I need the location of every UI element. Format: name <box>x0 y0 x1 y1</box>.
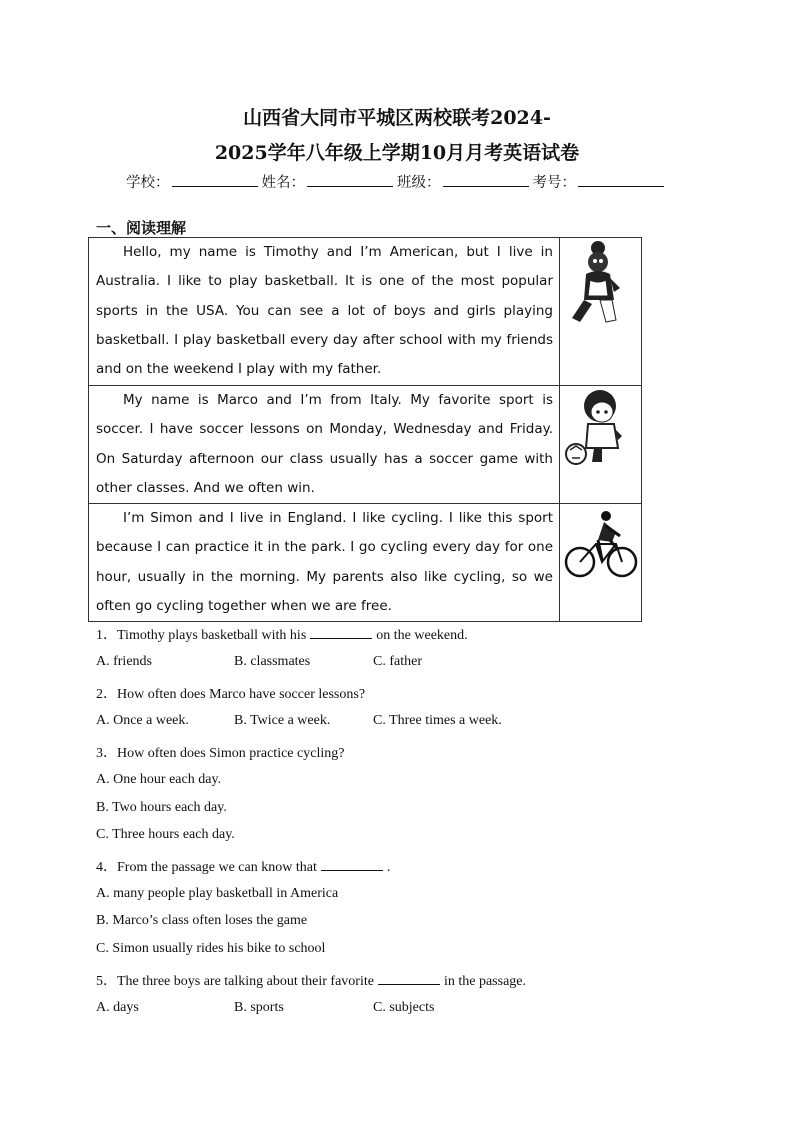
question-stem: 3．How often does Simon practice cycling? <box>96 746 345 761</box>
option-a[interactable]: A. One hour each day. <box>96 772 222 787</box>
school-blank[interactable] <box>172 173 258 187</box>
title-line-2: 2025学年八年级上学期10月月考英语试卷 <box>214 142 580 164</box>
passage-row <box>89 386 642 504</box>
option-a[interactable]: A. days <box>96 1000 139 1015</box>
question-stem <box>96 624 468 644</box>
passage-cell <box>89 504 560 622</box>
option-c[interactable]: C. Simon usually rides his bike to school <box>96 941 326 956</box>
passage-text: Hello, my name is Timothy and I’m American, but I live in Australia. I like to play basketball. It is one of the most popular sports in the USA. You can see a lot of boys and girls playing basketball. I play basketball every day after school with my friends and on the weekend I play with my father. <box>96 244 553 378</box>
name-label: 姓名： <box>261 175 305 191</box>
exam-no-blank[interactable] <box>578 173 664 187</box>
option-a[interactable]: A. Once a week. <box>96 713 189 728</box>
option-c[interactable]: C. Three hours each day. <box>96 827 235 842</box>
name-blank[interactable] <box>307 173 393 187</box>
passage-cell <box>89 238 560 386</box>
soccer-player-icon <box>560 386 640 466</box>
question-stem: 2．How often does Marco have soccer lessons? <box>96 687 366 702</box>
answer-blank[interactable] <box>321 858 383 871</box>
student-info-row <box>126 171 668 192</box>
stem-text: 1．Timothy plays basketball with his <box>96 628 307 643</box>
option-b[interactable]: B. Marco’s class often loses the game <box>96 913 308 928</box>
passage-picture-cell <box>560 238 642 386</box>
passage-text: I’m Simon and I live in England. I like cycling. I like this sport because I can practice it in the park. I go cycling every day for one hour, usually in the morning. My parents also like cycling, so we often go cycling together when we are free. <box>96 510 553 615</box>
cyclist-icon <box>560 504 640 584</box>
answer-blank[interactable] <box>378 972 440 985</box>
option-c[interactable]: C. subjects <box>373 1000 435 1015</box>
exam-no-label: 考号： <box>532 175 576 191</box>
passage-cell <box>89 386 560 504</box>
option-b[interactable]: B. Two hours each day. <box>96 800 227 815</box>
stem-text: . <box>386 860 391 875</box>
option-b[interactable]: B. sports <box>234 1000 284 1015</box>
question-stem <box>96 856 390 876</box>
passage-picture-cell <box>560 504 642 622</box>
option-b[interactable]: B. classmates <box>234 654 311 669</box>
class-label: 班级： <box>397 175 441 191</box>
passage-row <box>89 504 642 622</box>
option-b[interactable]: B. Twice a week. <box>234 713 331 728</box>
title-line-1: 山西省大同市平城区两校联考2024- <box>243 107 551 129</box>
passage-table <box>88 237 642 622</box>
section-title: 一、阅读理解 <box>96 219 187 237</box>
option-a[interactable]: A. friends <box>96 654 152 669</box>
stem-text: on the weekend. <box>376 628 468 643</box>
option-a[interactable]: A. many people play basketball in America <box>96 886 339 901</box>
option-c[interactable]: C. father <box>373 654 422 669</box>
answer-blank[interactable] <box>310 626 372 639</box>
passage-text: My name is Marco and I’m from Italy. My favorite sport is soccer. I have soccer lessons on Monday, Wednesday and Friday. On Saturday afternoon our class usually has a soccer game with other classes. And we often win. <box>96 392 553 496</box>
passage-row <box>89 238 642 386</box>
stem-text: in the passage. <box>443 974 526 989</box>
question-stem <box>96 970 526 990</box>
stem-text: 5．The three boys are talking about their favorite <box>96 974 374 989</box>
class-blank[interactable] <box>443 173 529 187</box>
school-label: 学校： <box>126 175 170 191</box>
option-c[interactable]: C. Three times a week. <box>373 713 502 728</box>
passage-picture-cell <box>560 386 642 504</box>
stem-text: 4．From the passage we can know that <box>96 860 317 875</box>
basketball-player-icon <box>560 238 640 333</box>
